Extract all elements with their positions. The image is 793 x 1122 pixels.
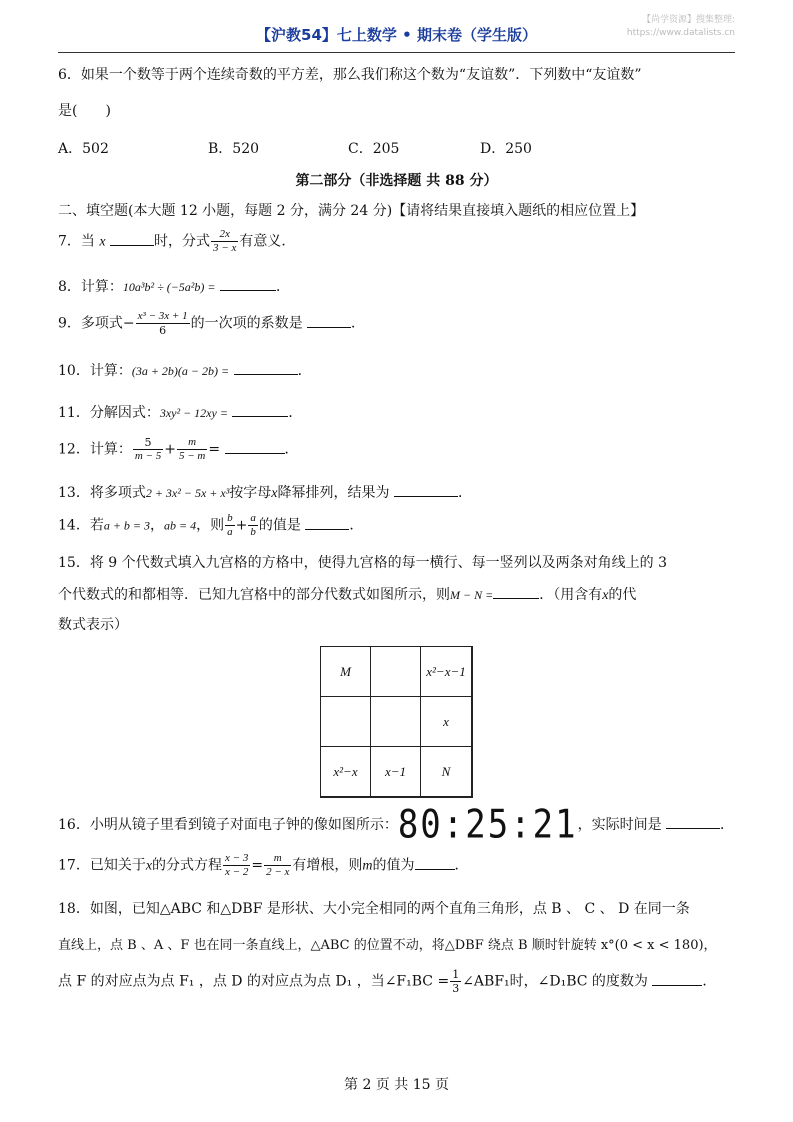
q12: 12．计算： $\frac{5}{m - 5}$ + $\frac{m}{5 - m}$ = ． (58, 436, 299, 462)
q11: 11．分解因式：3xy² − 12xy = ． (58, 405, 303, 421)
grid-cell: M (320, 646, 371, 697)
q11-blank (232, 404, 288, 417)
q13-blank (394, 484, 458, 497)
q9-fraction: $\frac{\text{x³ − 3x + 1}}{6}$ (137, 310, 188, 337)
header-divider (58, 52, 735, 53)
q6-line1: 6．如果一个数等于两个连续奇数的平方差，那么我们称这个数为“友谊数”．下列数中“友谊数” (58, 67, 642, 83)
q15-blank (493, 586, 539, 599)
q7-blank (110, 233, 154, 246)
grid-cell (370, 696, 421, 747)
q7-fraction: $\frac{2x}{3 - x}$ (213, 228, 237, 254)
q6-option-b: B．520 (208, 141, 260, 157)
page-footer: 第 2 页 共 15 页 (344, 1077, 449, 1093)
q16-blank (666, 816, 720, 829)
q9-blank (307, 315, 351, 328)
section2-instruction: 二、填空题(本大题 12 小题，每题 2 分，满分 24 分)【请将结果直接填入题纸的相应位置上】 (58, 203, 645, 219)
grid-cell: x²−x−1 (420, 646, 472, 697)
q6-option-a: A．502 (58, 141, 109, 157)
q7: 7．当 x 时，分式 $\frac{2x}{3 - x}$ 有意义． (58, 228, 296, 254)
q15-line2: 个代数式的和都相等．已知九宫格中的部分代数式如图所示，则M − N = ．（用含有x的代 (58, 587, 637, 603)
watermark (627, 14, 735, 40)
q16: 16．小明从镜子里看到镜子对面电子钟的像如图所示：80:25:21，实际时间是 ． (58, 802, 735, 848)
q10-blank (234, 362, 298, 375)
q8-blank (220, 278, 276, 291)
q10: 10．计算：(3a + 2b)(a − 2b) = ． (58, 363, 312, 379)
q14: 14．若a + b = 3，ab = 4，则 $\frac{b}{a}$ + $\frac{a}{b}$ 的值是 ． (58, 512, 364, 538)
q17-blank (415, 857, 455, 870)
q15-line1: 15．将 9 个代数式填入九宫格的方格中，使得九宫格的每一横行、每一竖列以及两条对角线上的 3 (58, 555, 667, 571)
section2-title: 第二部分（非选择题 共 88 分） (295, 173, 498, 189)
watermark-line2: https://www.datalists.cn (626, 28, 735, 38)
q18-line3: 点 F 的对应点为点 F₁ ，点 D 的对应点为点 D₁ ，当∠F₁BC = $\frac{1}{3}$ ∠ABF₁时，∠D₁BC 的度数为 ． (58, 968, 717, 995)
q18-line2: 直线上，点 B 、A 、F 也在同一条直线上，△ABC 的位置不动，将△DBF 绕点 B 顺时针旋转 x°(0 < x < 180)， (58, 938, 717, 953)
q6-line2: 是( ) (58, 103, 111, 119)
q13: 13．将多项式2 + 3x² − 5x + x³按字母x降幂排列，结果为 ． (58, 485, 472, 501)
q14-blank (305, 517, 349, 530)
grid-cell (320, 696, 371, 747)
grid-cell: N (420, 746, 472, 797)
watermark-line1: 【尚学资源】搜集整理: (641, 15, 735, 25)
magic-square-grid (320, 646, 473, 798)
q9: 9．多项式− $\frac{\text{x³ − 3x + 1}}{6}$ 的一次项的系数是 ． (58, 310, 366, 337)
digital-clock-image: 80:25:21 (397, 802, 578, 848)
grid-cell (370, 646, 421, 697)
page-header-title: 【沪教54】七上数学 • 期末卷（学生版） (256, 26, 537, 44)
q17: 17．已知关于x的分式方程 $\frac{x - 3}{x - 2}$ = $\frac{m}{2 - x}$ 有增根，则m的值为 ． (58, 852, 469, 878)
q18-blank (652, 973, 702, 986)
q18-line1: 18．如图，已知△ABC 和△DBF 是形状、大小完全相同的两个直角三角形，点 B 、 C 、 D 在同一条 (58, 901, 690, 917)
q6-option-c: C．205 (348, 141, 400, 157)
grid-cell: x²−x (320, 746, 371, 797)
q15-line3: 数式表示） (58, 617, 128, 633)
q12-blank (225, 441, 285, 454)
q8: 8．计算：10a³b² ÷ (−5a²b) = ． (58, 279, 290, 295)
q6-option-d: D．250 (480, 141, 532, 157)
grid-cell: x−1 (370, 746, 421, 797)
grid-cell: x (420, 696, 472, 747)
